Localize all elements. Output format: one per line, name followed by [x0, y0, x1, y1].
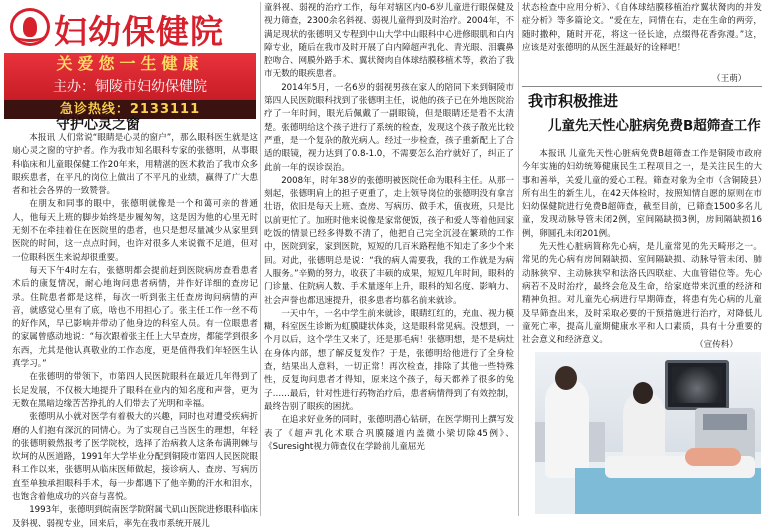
byline: （王萌） [712, 74, 747, 84]
doctor-head [555, 366, 577, 390]
slogan: 关爱您一生健康 [56, 54, 204, 73]
ultrasound-monitor-icon [665, 360, 729, 410]
masthead [4, 4, 256, 117]
paragraph: 童斜视、弱视的治疗工作，每年对辖区内0-6岁儿童进行眼保健及视力筛查，2300余名斜视、弱视儿童得到及时治疗。2004年，不满足现状的张德明又专程到中山大学中山眼科中心进修眼肌和白内障专业，随后在我市及时开展了白内障超声乳化、青光眼、泪囊鼻腔吻合、网膜外路手术、翼状胬肉自体球结膜移植术等，救治了我市无数的眼疾患者。 [264, 3, 514, 80]
paragraph: 2014年5月，一名6岁的弱视男孩在家人的陪同下来到铜陵市第四人民医院眼科找到了张德明主任，说他的孩子已在外地医院治疗了一年时间，眼光后佩戴了一副眼镜，但是眼睛还是看不太清楚。张德明给这个孩子进行了系统的检查，发现这个孩子散光比较严重，是一个复杂的散光病人。经过一步检查，孩子重新配上了合适的眼镜，视力达到了0.8-1.0，不需要怎么治疗就好了，纠正了此前一年的误诊误治。 [264, 82, 514, 173]
article-headline: 儿童先天性心脏病免费B超筛查工作 [548, 118, 761, 134]
ultrasound-screening-photo [535, 352, 761, 514]
paragraph: 先天性心脏病简称先心病，是儿童常见的先天畸形之一。常见的先心病有房间隔缺损、室间隔缺损、动脉导管未闭、肺动脉狭窄、主动脉狭窄和法洛氏四联症、大血管错位等。先心病若不及时治疗，最终会危及生命，给家庭带来沉重的经济和精神负担。对儿童先心病进行早期筛查，将患有先心病的儿童及早筛查出来，及时采取必要的干预措施进行治疗，对降低儿童死亡率，提高儿童期健康水平和人口素质，具有十分重要的社会意义和经济意义。 [522, 242, 762, 346]
paragraph: 每天下午4时左右，张德明都会提前赶到医院病房查看患者术后的康复情况，耐心地询问患者病情，并作好详细的查房记录。住院患者都是这样，每次一听到张主任查房询问病情的声音，就感觉心里有了底，啥也不用担心了。张主任工作一丝不苟的好作风，早已影响并带动了他身边的科室人员。有一位眼患者的家属曾感动地说：“每次跟着张主任上大早查房，都能学到很多东西，尤其是他认真敬业的工作态度，更是值得我们年轻医生认真学习。” [12, 265, 258, 370]
monitor-screen [672, 367, 722, 403]
paragraph: 本报讯 儿童先天性心脏病免费B超筛查工作是铜陵市政府今年实施的妇幼统筹健康民生工程项目之一，是关注民生的大事和善举，关爱儿童的爱心工程。筛查对象为全市（含铜陵县）所有出生的新生儿，在42天体检时，按照知情自愿的原则在市妇幼保健院进行免费B超筛查，截至目前，已筛查1500多名儿童，发现动脉导管未闭2例，室间隔缺损3例，房间隔缺损16例，卵圆孔未闭201例。 [522, 149, 762, 239]
column-divider [260, 2, 261, 516]
paragraph: 一天中午，一名中学生前来就诊，眼睛红红的，充血、视力模糊，科室医生诊断为虹膜睫状体炎，这是眼科常见病。没想到，一个月以后，这个学生又来了，还是那毛病！张德明想，是不是病灶在身体内部，想了解反复发作？于是，张德明给他进行了全身检查，结果出人意料，一切正常！再次检查，排除了其他一些特殊性，反复询问患者才得知，原来这个孩子，每天都养了很多的兔子……最后，针对性进行药物治疗后，患者病情得到了有效控制，最终告别了眼疾的困扰。 [264, 308, 514, 412]
emergency-hotline: 急诊热线：2133111 [4, 100, 256, 119]
infant-figure [685, 448, 741, 466]
nurse-head [633, 382, 653, 404]
doctor-figure [545, 378, 589, 478]
article-headline: 守护心灵之窗 [56, 117, 140, 133]
article-column [12, 132, 258, 529]
paragraph: 1993年，张德明到皖南医学院附属弋矶山医院进修眼科临床及斜视、弱视专业，回来后，率先在我市系统开展儿 [12, 505, 258, 529]
slogan-band [4, 53, 256, 100]
sponsor-line: 主办：铜陵市妇幼保健院 [53, 79, 207, 95]
paragraph: 2008年，时年38岁的张德明被医院任命为眼科主任。从那一刻起，张德明肩上的担子更重了，走上领导岗位的张德明没有拿言壮语，依旧是每天上班、查房、写病历、做手术，值夜班，只是比以前更忙了。加班时他来说像是家常便饭，孩子和爱人等着他回家吃饭的情景已经多得数不清了，他把自己完全沉浸在繁琐的工作中，医院到家，家到医院，短短的几百米路程他不知走了多少个来回。对此，张德明总是说：“我的病人需要我，我的工作就是为病人服务。”辛勤的努力，收获了丰硕的成果，短短几年时间，眼科的门诊量、住院病人数、手术量逐年上升，眼科的知名度、影响力、社会声誉也都迅速提升，很多患者均慕名前来就诊。 [264, 175, 514, 306]
logo-row [4, 4, 256, 50]
paragraph: 本报讯 人们常说“眼睛是心灵的窗户”，那么眼科医生就是这扇心灵之窗的守护者。作为我市知名眼科专家的张德明，从事眼科临床和儿童眼保健工作20年来，用精湛的医术救治了我市众多眼疾患者，在平凡的岗位上做出了不平凡的业绩，赢得了广大患者和社会各界的一致赞誉。 [12, 133, 258, 197]
byline: （宣传科） [695, 340, 738, 350]
paragraph: 状态检查中应用分析》、《自体球结膜移植治疗翼状胬肉的并发症分析》等多篇论文。“爱在左，同情在右，走在生命的两旁，随时撒种，随时开花，将这一径长途，点缀得花香弥漫。”这，应该是对张德明的从医生涯最好的诠释吧！ [522, 3, 762, 53]
column-divider [518, 2, 519, 516]
paragraph: 张德明从小就对医学有着极大的兴趣，同时也对遭受疾病折磨的人们抱有深沉的同情心。为了实现自己当医生的理想，年轻的张德明毅然报考了医学院校，选择了治病救人这条布满荆棘与坎坷的从医道路，1991年大学毕业分配到铜陵市第四人民医院眼科工作以来，张德明从临床医师做起，接诊病人、查房、写病历直至单独承担眼科手术，每一步都遇下了他辛勤的汗水和泪水，也饱含着他成功的兴奋与喜悦。 [12, 412, 258, 503]
article-column [264, 2, 514, 516]
article-kicker: 我市积极推进 [528, 92, 619, 110]
paragraph: 在追求好业务的同时，张德明潜心钻研，在医学期刊上撰写发表了《超声乳化术联合巩膜隧道内盖微小梁切除45例》、《Suresight视力筛查仪在学龄前儿童屈光 [264, 415, 514, 452]
paragraph: 在朋友和同事的眼中，张德明就像是一个和蔼可亲的普通人，他每天上班的脚步始终是步履匆匆，这是因为他的心里无时无刻不在牵挂着住在医院里的患者，也只是想尽量减少从家里到医院的时间，这一点点时间，也许对很多人来说微不足道，但对一位眼科医生来说却很重要。 [12, 199, 258, 263]
section-divider [522, 86, 762, 87]
paragraph: 在张德明的带领下，市第四人民医院眼科在最近几年得到了长足发展，不仅极大地提升了眼科在业内的知名度和声誉，更为无数在黑暗边缘苦苦挣扎的人们带去了光明和幸福。 [12, 372, 258, 409]
paper-title: 妇幼保健院 [54, 12, 224, 51]
hospital-logo-icon [10, 8, 50, 46]
machine-panel [703, 414, 747, 430]
